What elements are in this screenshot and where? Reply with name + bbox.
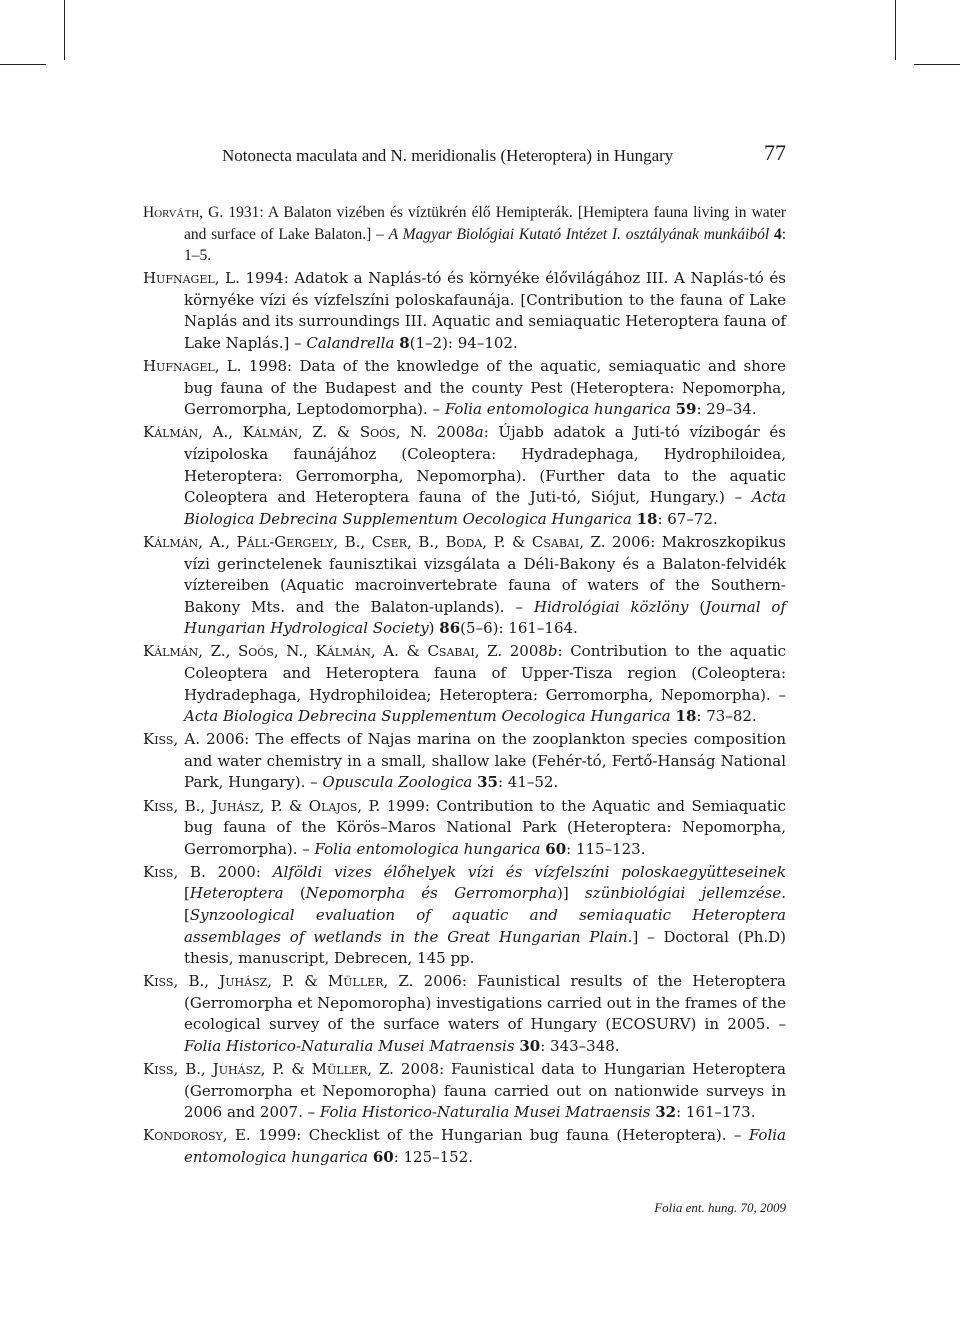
- volume-number: 60: [372, 1148, 394, 1167]
- reference-text: : 1–5.: [184, 225, 787, 265]
- reference-text: , E. 1999: Checklist of the Hungarian bug fauna (Heteroptera). –: [222, 1126, 749, 1145]
- author-name: Müller: [327, 972, 384, 991]
- italic-title: Folia entomologica hungarica: [314, 839, 541, 858]
- author-name: Olajos: [308, 796, 358, 815]
- page-number: 77: [764, 140, 786, 165]
- reference-entry: [143, 532, 786, 640]
- volume-number: 4: [773, 225, 782, 243]
- author-name: Kálmán: [242, 423, 298, 442]
- reference-text: , L. 1994: Adatok a Naplás-tó és környéke élővilágához III. A Naplás-tó és környéke vízi és vízfelszíni poloskafaunája. [Contribution to the fauna of Lake Naplás and its surroundings III. Aquatic and semiaquatic Heteroptera fauna of Lake Naplás.] –: [184, 269, 786, 353]
- reference-text: , B. 2000:: [173, 862, 273, 881]
- reference-text: (1–2): 94–102.: [409, 334, 518, 353]
- author-name: Juhász: [211, 796, 260, 815]
- volume-number: 18: [675, 707, 697, 726]
- reference-text: ): [428, 619, 440, 638]
- reference-text: , P. &: [260, 1060, 312, 1079]
- author-name: Kiss: [143, 1060, 174, 1079]
- reference-entry: [143, 971, 786, 1057]
- reference-text: , A. &: [370, 642, 428, 661]
- volume-number: 60: [545, 839, 567, 858]
- author-name: Müller: [311, 1060, 368, 1079]
- reference-text: , B.,: [333, 532, 372, 551]
- reference-text: : Contribution to the aquatic Coleoptera and Heteroptera fauna of Upper-Tisza region (Coleoptera: Hydradephaga, Hydrophiloidea; Heteroptera: Gerromorpha, Nepomorpha). –: [184, 642, 786, 704]
- reference-text: , Z. &: [297, 423, 360, 442]
- volume-number: 18: [636, 509, 658, 528]
- reference-text: [: [184, 906, 190, 924]
- reference-entry: [143, 641, 786, 727]
- reference-text: , Z. 2006: Faunistical results of the Heteroptera (Gerromorpha et Nepomoropha) investigations carried out in the frames of the ecological survey of the surface waters of Hungary (ECOSURV) in 2005. –: [184, 972, 786, 1034]
- italic-title: Hidrológiai közlöny: [533, 597, 689, 616]
- author-name: Soós: [359, 423, 396, 442]
- reference-text: : 343–348.: [540, 1037, 620, 1056]
- reference-text: (: [688, 597, 706, 616]
- running-title: Notonecta maculata and N. meridionalis (Heteroptera) in Hungary: [222, 146, 674, 165]
- volume-number: 59: [675, 400, 697, 419]
- reference-text: ] – Doctoral (Ph.D) thesis, manuscript, Debrecen, 145 pp.: [184, 927, 786, 968]
- italic-title: a: [474, 423, 484, 442]
- author-name: Cser: [371, 532, 408, 551]
- reference-text: : 41–52.: [497, 773, 559, 792]
- reference-text: , P. &: [482, 532, 532, 551]
- reference-text: , B.,: [173, 972, 220, 991]
- reference-text: , P. &: [259, 796, 309, 815]
- author-name: Kiss: [143, 796, 174, 815]
- author-name: Hufnagel: [143, 357, 215, 376]
- crop-mark-left: [0, 64, 46, 65]
- reference-text: , P. 1999: Contribution to the Aquatic and Semiaquatic bug fauna of the Körös–Maros National Park (Heteroptera: Nepomorpha, Gerromorpha). –: [184, 796, 786, 858]
- volume-number: 35: [477, 773, 498, 792]
- author-name: Kondorosy: [143, 1126, 223, 1145]
- author-name: Kiss: [143, 972, 174, 991]
- journal-footer: Folia ent. hung. 70, 2009: [654, 1200, 786, 1215]
- reference-text: , Z. 2008: Faunistical data to Hungarian Heteroptera (Gerromorpha et Nepomoropha) fauna carried out on nationwide surveys in 2006 and 2007. –: [184, 1060, 786, 1122]
- reference-text: , G. 1931: A Balaton vizében és víztükrén élő Hemipterák. [Hemiptera fauna living in water and surface of Lake Balaton.] –: [184, 204, 786, 243]
- author-name: Boda: [445, 532, 483, 551]
- author-name: Csabai: [531, 532, 580, 551]
- reference-text: , A.,: [198, 532, 237, 551]
- author-name: Kiss: [143, 862, 174, 881]
- reference-entry: [143, 1125, 786, 1168]
- author-name: Kálmán: [143, 423, 199, 442]
- italic-title: Acta Biologica Debrecina Supplementum Oecologica Hungarica: [184, 707, 671, 726]
- reference-text: , B.,: [407, 532, 446, 551]
- italic-title: Nepomorpha és Gerromorpha: [305, 884, 558, 903]
- reference-entry: [143, 356, 786, 421]
- italic-title: Heteroptera: [189, 884, 284, 903]
- reference-text: : 67–72.: [657, 509, 718, 528]
- volume-number: 86: [439, 619, 461, 638]
- reference-entry: [143, 422, 786, 530]
- reference-text: , P. &: [267, 972, 328, 991]
- author-name: Csabai: [427, 642, 475, 661]
- author-name: Horváth: [143, 204, 200, 221]
- italic-title: Calandrella: [306, 334, 395, 353]
- italic-title: Folia entomologica hungarica: [184, 1126, 786, 1167]
- italic-title: A Magyar Biológiai Kutató Intézet I. osztályának munkáiból: [388, 225, 770, 243]
- author-name: Hufnagel: [143, 269, 215, 288]
- italic-title: Acta Biologica Debrecina Supplementum Oecologica Hungarica: [184, 488, 786, 528]
- italic-title: Opuscula Zoologica: [322, 773, 473, 792]
- reference-text: : 29–34.: [696, 400, 757, 419]
- reference-text: , A.,: [198, 423, 243, 442]
- reference-text: , L. 1998: Data of the knowledge of the aquatic, semiaquatic and shore bug fauna of the Budapest and the county Pest (Heteroptera: Nepomorpha, Gerromorpha, Leptodomorpha). –: [184, 357, 786, 419]
- reference-text: , A. 2006: The effects of Najas marina on the zooplankton species composition and water chemistry in a small, shallow lake (Fehér-tó, Fertő-Hanság National Park, Hungary). –: [173, 730, 786, 792]
- italic-title: szünbiológiai jellemzése.: [585, 884, 786, 903]
- author-name: Kálmán: [315, 642, 371, 661]
- reference-text: )]: [557, 884, 586, 903]
- volume-number: 32: [655, 1103, 677, 1122]
- reference-text: , B.,: [173, 1060, 213, 1079]
- reference-text: : 161–173.: [676, 1103, 756, 1122]
- reference-text: , N.,: [273, 642, 316, 661]
- reference-entry: [143, 1059, 786, 1124]
- reference-text: : 115–123.: [566, 839, 646, 858]
- reference-entry: [143, 862, 786, 970]
- author-name: Soós: [238, 642, 274, 661]
- italic-title: Journal of Hungarian Hydrological Society: [184, 597, 787, 638]
- reference-text: : Újabb adatok a Juti-tó vízibogár és vízipoloska faunájához (Coleoptera: Hydradephaga, Hydrophiloidea, Heteroptera: Gerromorpha, Nepomorpha). (Further data to the aquatic Coleoptera and Heteroptera fauna of the Juti-tó, Siójut, Hungary.) –: [184, 423, 786, 507]
- reference-text: (: [283, 884, 306, 903]
- author-name: Kálmán: [143, 642, 199, 661]
- crop-mark-top-right: [895, 0, 896, 60]
- reference-text: , B.,: [173, 796, 212, 815]
- reference-entry: [143, 268, 786, 354]
- reference-text: , Z. 2006: Makroszkopikus vízi gerinctelenek faunisztikai vizsgálata a Déli-Bakony és a Balaton-felvidék víztereiben (Aquatic macroinvertebrate fauna of waters of the Southern-Bakony Mts. and the Balaton-uplands). –: [184, 532, 786, 616]
- italic-title: b: [547, 642, 558, 661]
- italic-title: Folia entomologica hungarica: [444, 400, 671, 419]
- reference-text: : 73–82.: [696, 707, 757, 726]
- crop-mark-top-left: [64, 0, 65, 60]
- reference-entry: [143, 729, 786, 794]
- reference-text: : 125–152.: [393, 1148, 474, 1167]
- author-name: Kálmán: [143, 532, 199, 551]
- italic-title: Synzoological evaluation of aquatic and semiaquatic Heteroptera assemblages of wetlands in the Great Hungarian Plain.: [184, 906, 786, 946]
- author-name: Juhász: [219, 972, 268, 991]
- crop-mark-right: [914, 64, 960, 65]
- reference-entry: [143, 796, 786, 861]
- reference-text: , N. 2008: [395, 423, 475, 442]
- author-name: Kiss: [143, 730, 174, 749]
- italic-title: Folia Historico-Naturalia Musei Matraensis: [319, 1103, 651, 1122]
- reference-text: (5–6): 161–164.: [460, 619, 578, 638]
- reference-text: , Z. 2008: [474, 642, 548, 661]
- reference-entry: [143, 202, 786, 267]
- italic-title: Folia Historico-Naturalia Musei Matraensis: [184, 1037, 515, 1056]
- reference-text: [: [184, 884, 190, 903]
- reference-text: , Z.,: [198, 642, 238, 661]
- author-name: Juhász: [212, 1060, 261, 1079]
- volume-number: 30: [519, 1037, 541, 1056]
- italic-title: Alföldi vizes élőhelyek vízi és vízfelszíni poloskaegyütteseinek: [272, 862, 786, 881]
- reference-list: [143, 202, 786, 1170]
- author-name: Páll-Gergely: [236, 532, 334, 551]
- volume-number: 8: [399, 334, 410, 353]
